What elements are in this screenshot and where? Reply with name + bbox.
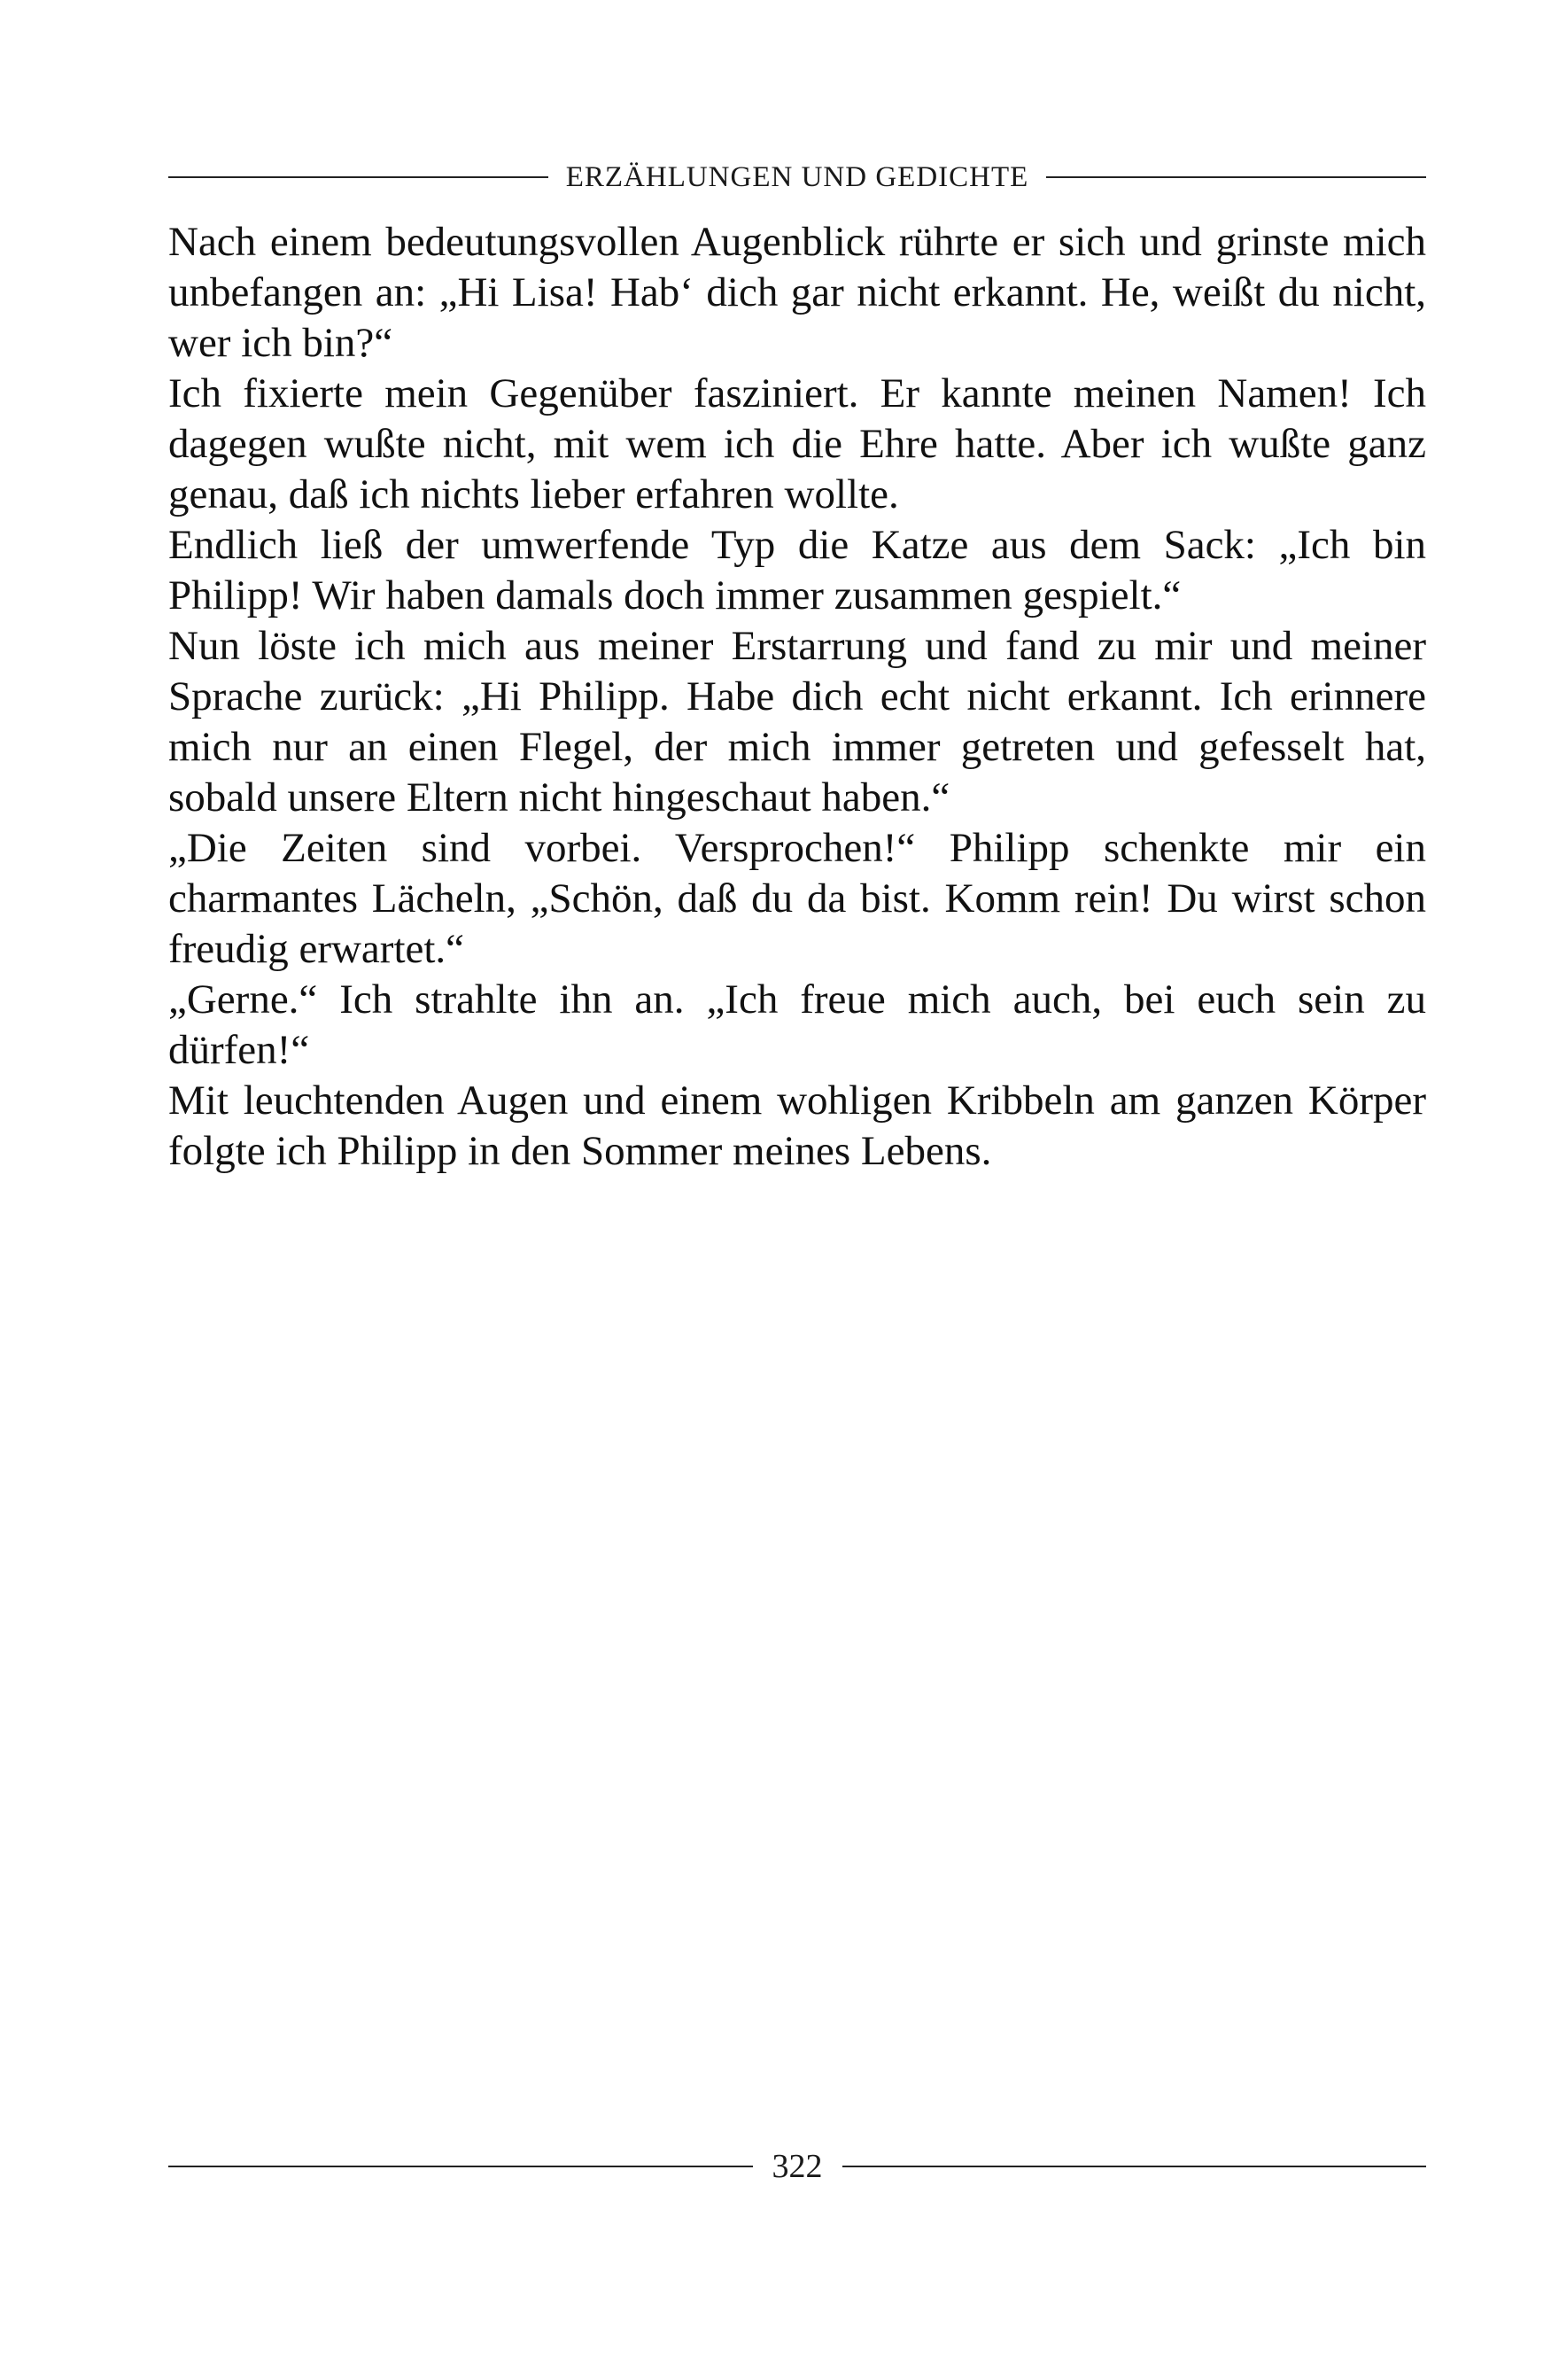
paragraph: „Gerne.“ Ich strahlte ihn an. „Ich freue mich auch, bei euch sein zu dürfen!“	[168, 976, 1426, 1073]
body-text	[168, 217, 1426, 1177]
page-number: 322	[772, 2148, 823, 2185]
paragraph: Endlich ließ der umwerfende Typ die Katze aus dem Sack: „Ich bin Philipp! Wir haben damals doch immer zusammen gespielt.“	[168, 522, 1426, 618]
paragraph: „Die Zeiten sind vorbei. Versprochen!“ Philipp schenkte mir ein charmantes Lächeln, „Schön, daß du da bist. Komm rein! Du wirst schon freudig erwartet.“	[168, 825, 1426, 972]
paragraph: Nach einem bedeutungsvollen Augenblick rührte er sich und grinste mich unbefangen an: „Hi Lisa! Hab‘ dich gar nicht erkannt. He, weißt du nicht, wer ich bin?“	[168, 219, 1426, 366]
running-head	[168, 158, 1426, 197]
running-head-rule-right	[1046, 176, 1426, 178]
running-head-title: ERZÄHLUNGEN UND GEDICHTE	[565, 160, 1029, 193]
paragraph: Nun löste ich mich aus meiner Erstarrung und fand zu mir und meiner Sprache zurück: „Hi Philipp. Habe dich echt nicht erkannt. Ich erinnere mich nur an einen Flegel, der mich immer getreten und gefesselt hat, sobald unsere Eltern nicht hingeschaut haben.“	[168, 623, 1426, 821]
footer-rule-right	[842, 2166, 1427, 2167]
running-head-rule-left	[168, 176, 548, 178]
paragraph: Ich fixierte mein Gegenüber fasziniert. Er kannte meinen Namen! Ich dagegen wußte nicht, mit wem ich die Ehre hatte. Aber ich wußte ganz genau, daß ich nichts lieber erfahren wollte.	[168, 370, 1426, 517]
footer-rule-left	[168, 2166, 753, 2167]
page-footer	[168, 2144, 1426, 2189]
paragraph: Mit leuchtenden Augen und einem wohligen Kribbeln am ganzen Körper folgte ich Philipp in den Sommer meines Lebens.	[168, 1077, 1426, 1174]
